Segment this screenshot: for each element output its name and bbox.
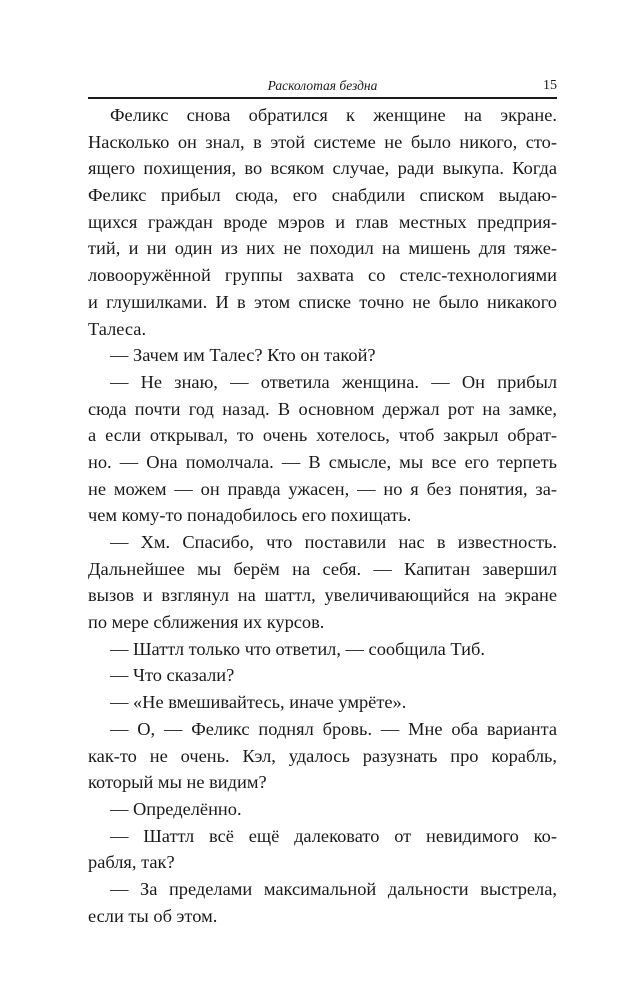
text-line: — О, — Феликс поднял бровь. — Мне оба варианта xyxy=(110,718,557,739)
text-line: по мере сближения их курсов. xyxy=(88,612,325,633)
header-rule xyxy=(88,97,557,99)
text-line: рабля, так? xyxy=(88,852,175,873)
running-header xyxy=(88,76,557,98)
text-line: если ты об этом. xyxy=(88,905,218,926)
text-line: — За пределами максимальной дальности выстрела, xyxy=(110,878,557,899)
text-line: и глушилками. И в этом списке точно не было никакого xyxy=(88,291,557,312)
text-line: — Зачем им Талес? Кто он такой? xyxy=(110,345,376,366)
text-line: ловооружённой группы захвата со стелс-технологиями xyxy=(88,265,557,286)
text-line: чем кому-то понадобилось его похищать. xyxy=(88,505,412,526)
text-line: — «Не вмешивайтесь, иначе умрёте». xyxy=(110,692,407,713)
text-line: — Не знаю, — ответила женщина. — Он прибыл xyxy=(110,371,557,392)
text-line: а если открывал, то очень хотелось, чтоб закрыл обрат- xyxy=(88,425,557,446)
text-line: — Шаттл только что ответил, — сообщила Тиб. xyxy=(110,638,485,659)
text-line: тий, и ни один из них не походил на мишень для тяже- xyxy=(88,238,557,259)
text-line: Феликс снова обратился к женщине на экране. xyxy=(110,105,557,125)
text-line: как-то не очень. Кэл, удалось разузнать про корабль, xyxy=(88,745,557,766)
text-line: но. — Она помолчала. — В смысле, мы все его терпеть xyxy=(88,451,557,472)
text-line: Дальнейшее мы берём на себя. — Капитан завершил xyxy=(88,558,557,579)
text-line: Насколько он знал, в этой системе не было никого, сто- xyxy=(88,131,557,152)
running-title: Расколотая бездна xyxy=(267,78,378,93)
text-line: сюда почти год назад. В основном держал рот на замке, xyxy=(88,398,557,419)
text-line: — Хм. Спасибо, что поставили нас в известность. xyxy=(110,532,557,552)
text-line: Феликс прибыл сюда, его снабдили списком выдаю- xyxy=(88,185,557,206)
text-line: не можем — он правда ужасен, — но я без понятия, за- xyxy=(88,478,557,499)
text-line: который мы не видим? xyxy=(88,772,267,793)
text-line: щихся граждан вроде мэров и глав местных предприя- xyxy=(88,211,557,232)
page-number: 15 xyxy=(543,78,557,93)
text-line: — Определённо. xyxy=(110,798,242,819)
text-line: — Шаттл всё ещё далековато от невидимого ко- xyxy=(110,825,557,846)
text-line: Талеса. xyxy=(88,318,147,339)
body-text xyxy=(88,102,557,929)
text-line: ящего похищения, во всяком случае, ради выкупа. Когда xyxy=(88,158,557,179)
text-line: вызов и взглянул на шаттл, увеличивающийся на экране xyxy=(88,585,557,606)
text-line: — Что сказали? xyxy=(110,665,235,686)
